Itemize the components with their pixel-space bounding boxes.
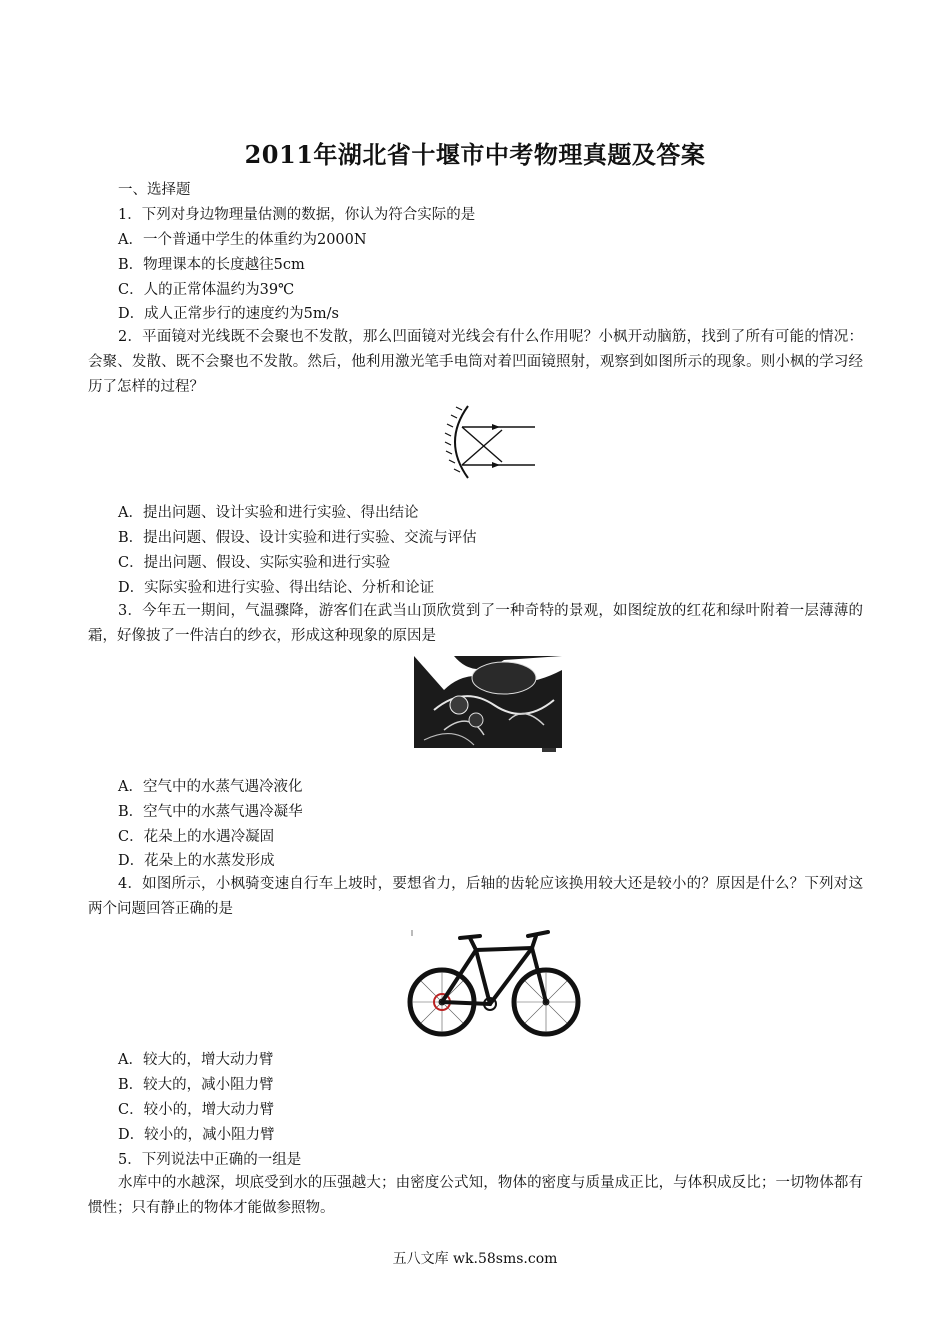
question-2-option-b: B．提出问题、假设、设计实验和进行实验、交流与评估 xyxy=(118,530,477,546)
question-1-option-a: A．一个普通中学生的体重约为2000N xyxy=(118,232,367,248)
question-4-option-a: A．较大的，增大动力臂 xyxy=(118,1052,274,1068)
question-3-option-a: A．空气中的水蒸气遇冷液化 xyxy=(118,779,303,795)
question-3-option-c: C．花朵上的水遇冷凝固 xyxy=(118,829,275,845)
question-1-option-b: B．物理课本的长度越往5cm xyxy=(118,257,305,273)
question-3-option-b: B．空气中的水蒸气遇冷凝华 xyxy=(118,804,303,820)
question-5-body: 水库中的水越深，坝底受到水的压强越大；由密度公式知，物体的密度与质量成正比，与体积成反比；一切物体都有惯性；只有静止的物体才能做参照物。 xyxy=(88,1175,863,1216)
question-1-stem: 1．下列对身边物理量估测的数据，你认为符合实际的是 xyxy=(118,207,476,223)
section-heading: 一、选择题 xyxy=(118,182,191,198)
frosted-flower-photo xyxy=(414,650,564,756)
question-4-stem: 4．如图所示，小枫骑变速自行车上坡时，要想省力，后轴的齿轮应该换用较大还是较小的？原因是什么？下列对这两个问题回答正确的是 xyxy=(88,876,863,917)
question-2-option-a: A．提出问题、设计实验和进行实验、得出结论 xyxy=(118,505,419,521)
concave-mirror-figure xyxy=(440,402,540,482)
page-title: 2011年湖北省十堰市中考物理真题及答案 xyxy=(244,140,706,169)
bicycle-photo xyxy=(404,928,584,1046)
question-4-option-b: B．较大的，减小阻力臂 xyxy=(118,1077,274,1093)
question-4-option-d: D．较小的，减小阻力臂 xyxy=(118,1127,275,1143)
question-1-option-d: D．成人正常步行的速度约为5m/s xyxy=(118,306,339,322)
question-2-option-c: C．提出问题、假设、实际实验和进行实验 xyxy=(118,555,391,571)
page-footer: 五八文库 wk.58sms.com xyxy=(392,1251,558,1267)
question-3-stem: 3．今年五一期间，气温骤降，游客们在武当山顶欣赏到了一种奇特的景观，如图绽放的红花和绿叶附着一层薄薄的霜，好像披了一件洁白的纱衣，形成这种现象的原因是 xyxy=(88,603,863,644)
question-3-option-d: D．花朵上的水蒸发形成 xyxy=(118,853,275,869)
question-1-option-c: C．人的正常体温约为39℃ xyxy=(118,282,295,298)
question-2-option-d: D．实际实验和进行实验、得出结论、分析和论证 xyxy=(118,580,435,596)
question-5-stem: 5．下列说法中正确的一组是 xyxy=(118,1152,302,1168)
question-2-stem: 2．平面镜对光线既不会聚也不发散，那么凹面镜对光线会有什么作用呢？小枫开动脑筋，找到了所有可能的情况：会聚、发散、既不会聚也不发散。然后，他利用激光笔手电筒对着凹面镜照射，观察到如图所示的现象。则小枫的学习经历了怎样的过程？ xyxy=(88,329,863,395)
question-4-option-c: C．较小的，增大动力臂 xyxy=(118,1102,275,1118)
